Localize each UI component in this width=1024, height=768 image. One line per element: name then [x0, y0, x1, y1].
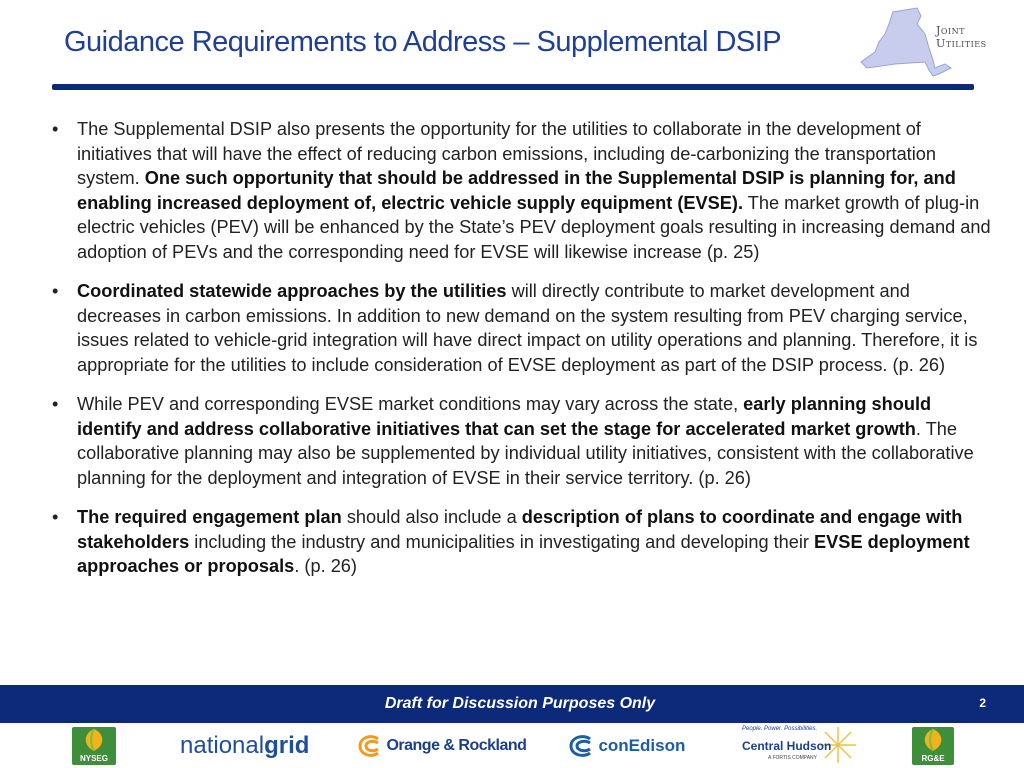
nyseg-text: NYSEG: [79, 754, 108, 763]
nyseg-logo: [72, 727, 116, 765]
rge-logo: [912, 727, 954, 765]
bullet-dot: •: [52, 507, 59, 527]
rge-text: RG&E: [921, 754, 945, 763]
bullet-dot: •: [52, 394, 59, 414]
bullet-item-2: • Coordinated statewide approaches by the utilities will directly contribute to market development and decreases in carbon emissions. In addition to new demand on the system resulting from PEV charging service, issues related to vehicle-grid integration will have direct impact on utility operations and planning. Therefore, it is appropriate for the utilities to include consideration of EVSE deployment as part of the DSIP process. (p. 26): [52, 281, 978, 375]
bullet-item-3: • While PEV and corresponding EVSE market conditions may vary across the state, early planning should identify and address collaborative initiatives that can set the stage for accelerated market growth. The collaborative planning may also be supplemented by individual utility initiatives, consistent with the collaborative planning for the deployment and integration of EVSE in their service territory. (p. 26): [52, 394, 974, 488]
page-number: 2: [979, 696, 986, 710]
central-hudson-logo: [738, 723, 854, 767]
bullet-item-4: • The required engagement plan should also include a description of plans to coordinate and engage with stakeholders including the industry and municipalities in investigating and developing their EVSE deployment approaches or proposals. (p. 26): [52, 507, 970, 576]
logo-line-joint: Joint: [936, 24, 965, 37]
footer-band: [0, 685, 1024, 723]
title-divider: [52, 84, 974, 90]
logo-line-utilities: Utilities: [936, 37, 987, 50]
bullet-item-1: • The Supplemental DSIP also presents the opportunity for the utilities to collaborate in the development of initiatives that will have the effect of reducing carbon emissions, including de-carbonizing the transportation system. One such opportunity that should be addressed in the Supplemental DSIP is planning for, and enabling increased deployment of, electric vehicle supply equipment (EVSE). The market growth of plug-in electric vehicles (PEV) will be enhanced by the State’s PEV deployment goals resulting in increasing demand and adoption of PEVs and the corresponding need for EVSE will likewise increase (p. 25): [52, 119, 991, 262]
orange-rockland-logo: Orange & Rockland: [358, 735, 526, 757]
utility-logos-strip: [0, 723, 1024, 768]
bullet-list: [46, 117, 996, 594]
conedison-logo: conEdison: [568, 735, 685, 757]
national-grid-logo: nationalgrid: [180, 732, 310, 759]
bullet-dot: •: [52, 281, 59, 301]
coned-swirl-icon: [568, 735, 594, 757]
central-hudson-tagline: People. Power. Possibilities.: [742, 726, 818, 732]
leaf-icon: [912, 727, 954, 753]
central-hudson-sub: A FORTIS COMPANY: [768, 755, 817, 761]
bullet-dot: •: [52, 119, 59, 139]
joint-utilities-logo: [936, 24, 987, 50]
draft-notice: Draft for Discussion Purposes Only: [384, 695, 656, 712]
leaf-icon: [72, 727, 116, 753]
page-title: Guidance Requirements to Address – Supplemental DSIP: [64, 26, 782, 58]
central-hudson-name: Central Hudson: [742, 739, 832, 753]
oandr-swirl-icon: [358, 735, 382, 757]
